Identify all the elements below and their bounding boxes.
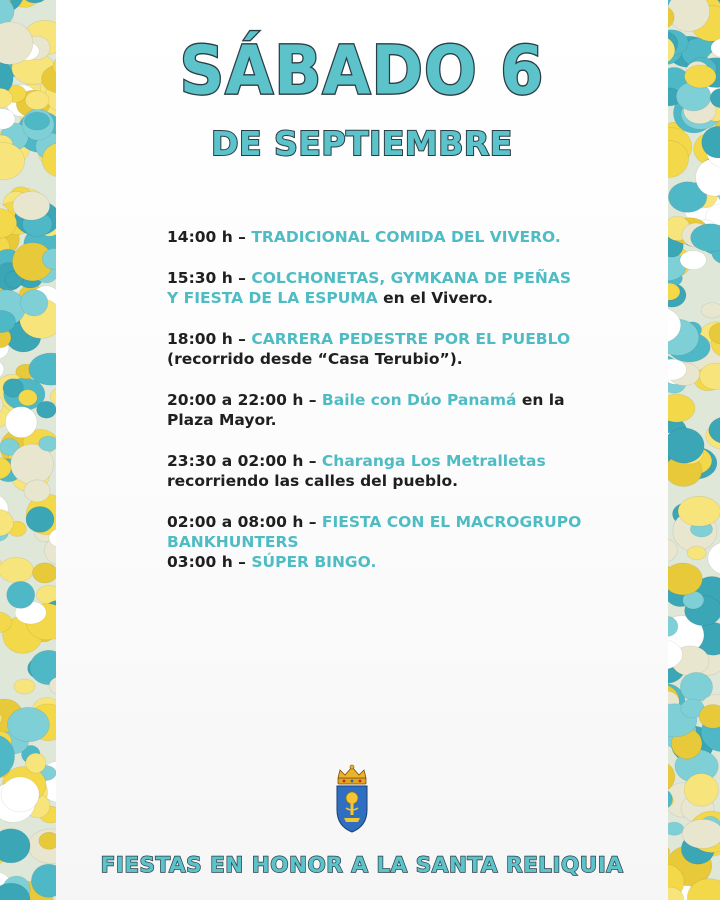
confetti-piece	[39, 832, 56, 849]
event-highlight: COLCHONETAS, GYMKANA DE PEÑAS Y FIESTA DE LA ESPUMA	[167, 269, 571, 307]
poster-panel	[56, 0, 668, 900]
confetti-piece	[24, 480, 50, 502]
confetti-piece	[668, 822, 684, 835]
event-time: 15:30 h –	[167, 269, 246, 287]
page-title: SÁBADO 6	[179, 31, 545, 110]
confetti-piece	[25, 91, 49, 110]
confetti-piece	[7, 707, 49, 742]
confetti-piece	[668, 428, 704, 463]
confetti-piece	[18, 390, 37, 406]
confetti-piece	[687, 546, 706, 560]
confetti-piece	[7, 581, 35, 608]
confetti-piece	[26, 507, 54, 533]
confetti-piece	[5, 407, 37, 438]
confetti-piece	[0, 557, 34, 582]
confetti-piece	[14, 679, 35, 694]
confetti-piece	[26, 753, 46, 773]
page-subtitle: DE SEPTIEMBRE	[211, 124, 513, 163]
confetti-piece	[39, 436, 56, 451]
event-highlight: Baile con Dúo Panamá	[321, 391, 517, 409]
event-time: 23:30 a 02:00 h –	[167, 452, 317, 470]
event-detail: en la Plaza Mayor.	[167, 391, 565, 429]
confetti-piece	[678, 496, 720, 526]
town-crest-icon	[332, 764, 372, 834]
event-time: 18:00 h –	[167, 330, 246, 348]
event-highlight: FIESTA CON EL MACROGRUPO BANKHUNTERS	[167, 513, 582, 551]
confetti-piece	[682, 819, 720, 848]
confetti-piece	[684, 774, 718, 807]
confetti-piece	[1, 777, 39, 812]
confetti-border-right	[668, 0, 720, 900]
event-entry	[167, 227, 587, 247]
event-time: 02:00 a 08:00 h –	[167, 513, 317, 531]
event-entry	[167, 512, 587, 552]
event-detail: recorriendo las calles del pueblo.	[167, 472, 458, 490]
confetti-piece	[33, 563, 57, 583]
confetti-piece	[13, 192, 50, 221]
event-highlight: SÚPER BINGO.	[251, 553, 377, 571]
event-schedule	[167, 227, 587, 593]
event-highlight: Charanga Los Metralletas	[321, 452, 546, 470]
confetti-piece	[685, 65, 717, 88]
event-time: 14:00 h –	[167, 228, 246, 246]
confetti-piece	[680, 251, 706, 270]
footer-title: FIESTAS EN HONOR A LA SANTA RELIQUIA	[100, 853, 624, 878]
confetti-piece	[20, 290, 48, 316]
event-highlight: CARRERA PEDESTRE POR EL PUEBLO	[251, 330, 571, 348]
event-entry	[167, 268, 587, 308]
confetti-piece	[24, 112, 49, 130]
confetti-piece	[668, 563, 702, 595]
event-detail: (recorrido desde “Casa Terubio”).	[167, 350, 463, 368]
event-entry	[167, 329, 587, 369]
event-entry	[167, 451, 587, 491]
event-entry	[167, 552, 587, 572]
confetti-border-left	[0, 0, 56, 900]
confetti-piece	[37, 401, 56, 418]
event-highlight: TRADICIONAL COMIDA DEL VIVERO.	[251, 228, 561, 246]
event-detail: en el Vivero.	[383, 289, 494, 307]
event-entry	[167, 390, 587, 430]
confetti-piece	[701, 303, 720, 318]
event-time: 03:00 h –	[167, 553, 246, 571]
event-time: 20:00 a 22:00 h –	[167, 391, 317, 409]
